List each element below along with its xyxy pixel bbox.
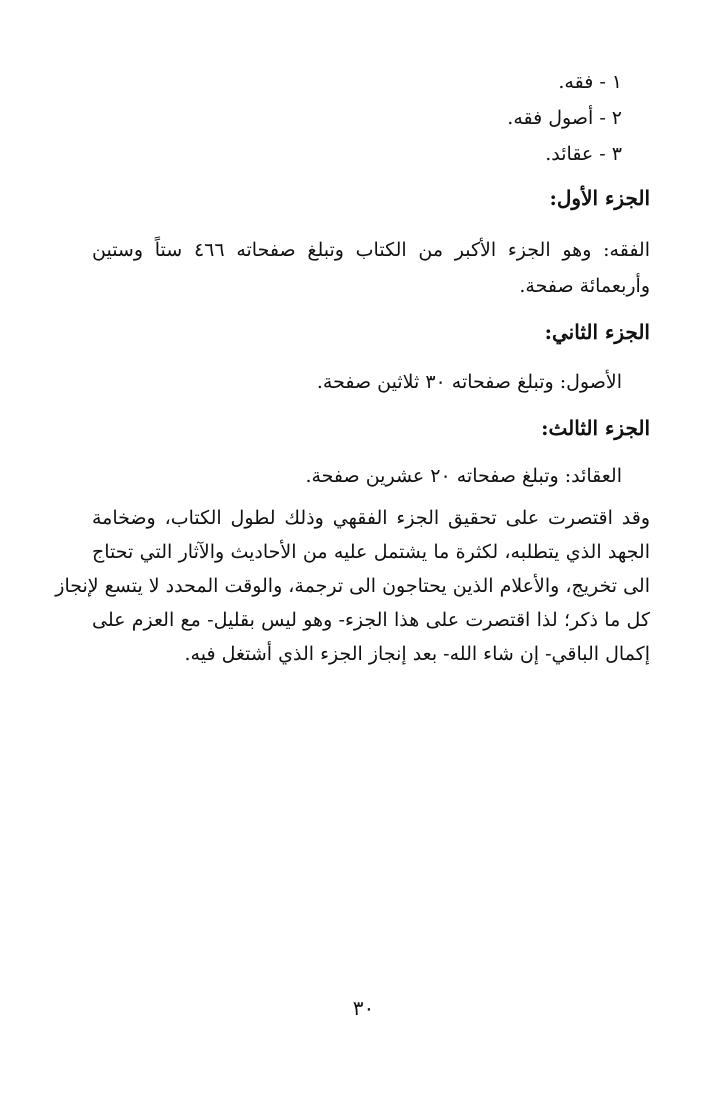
paragraph-line-2: الجهد الذي يتطلبه، لكثرة ما يشتمل عليه من الأحاديث والآثار التي تحتاج	[92, 541, 650, 563]
part1-text-line-1: الفقه: وهو الجزء الأكبر من الكتاب وتبلغ صفحاته ٤٦٦ ستاً وستين	[92, 239, 650, 261]
paragraph-line-3: الى تخريج، والأعلام الذين يحتاجون الى ترجمة، والوقت المحدد لا يتسع لإنجاز	[55, 575, 650, 597]
page-number: ٣٠	[352, 996, 375, 1020]
list-item-2: ٢ - أصول فقه.	[507, 107, 622, 129]
part2-text-line-1: الأصول: وتبلغ صفحاته ٣٠ ثلاثين صفحة.	[316, 371, 622, 393]
part3-text-line-1: العقائد: وتبلغ صفحاته ٢٠ عشرين صفحة.	[305, 465, 622, 487]
list-item-3: ٣ - عقائد.	[545, 143, 622, 165]
list-item-1: ١ - فقه.	[558, 71, 622, 93]
part1-text-line-2: وأربعمائة صفحة.	[519, 275, 650, 297]
part1-heading: الجزء الأول:	[549, 186, 650, 210]
part3-heading: الجزء الثالث:	[541, 416, 650, 440]
part2-heading: الجزء الثاني:	[544, 320, 650, 344]
paragraph-line-4: كل ما ذكر؛ لذا اقتصرت على هذا الجزء- وهو ليس بقليل- مع العزم على	[92, 609, 650, 631]
paragraph-line-1: وقد اقتصرت على تحقيق الجزء الفقهي وذلك لطول الكتاب، وضخامة	[92, 507, 650, 529]
paragraph-line-5: إكمال الباقي- إن شاء الله- بعد إنجاز الجزء الذي أشتغل فيه.	[184, 643, 650, 665]
